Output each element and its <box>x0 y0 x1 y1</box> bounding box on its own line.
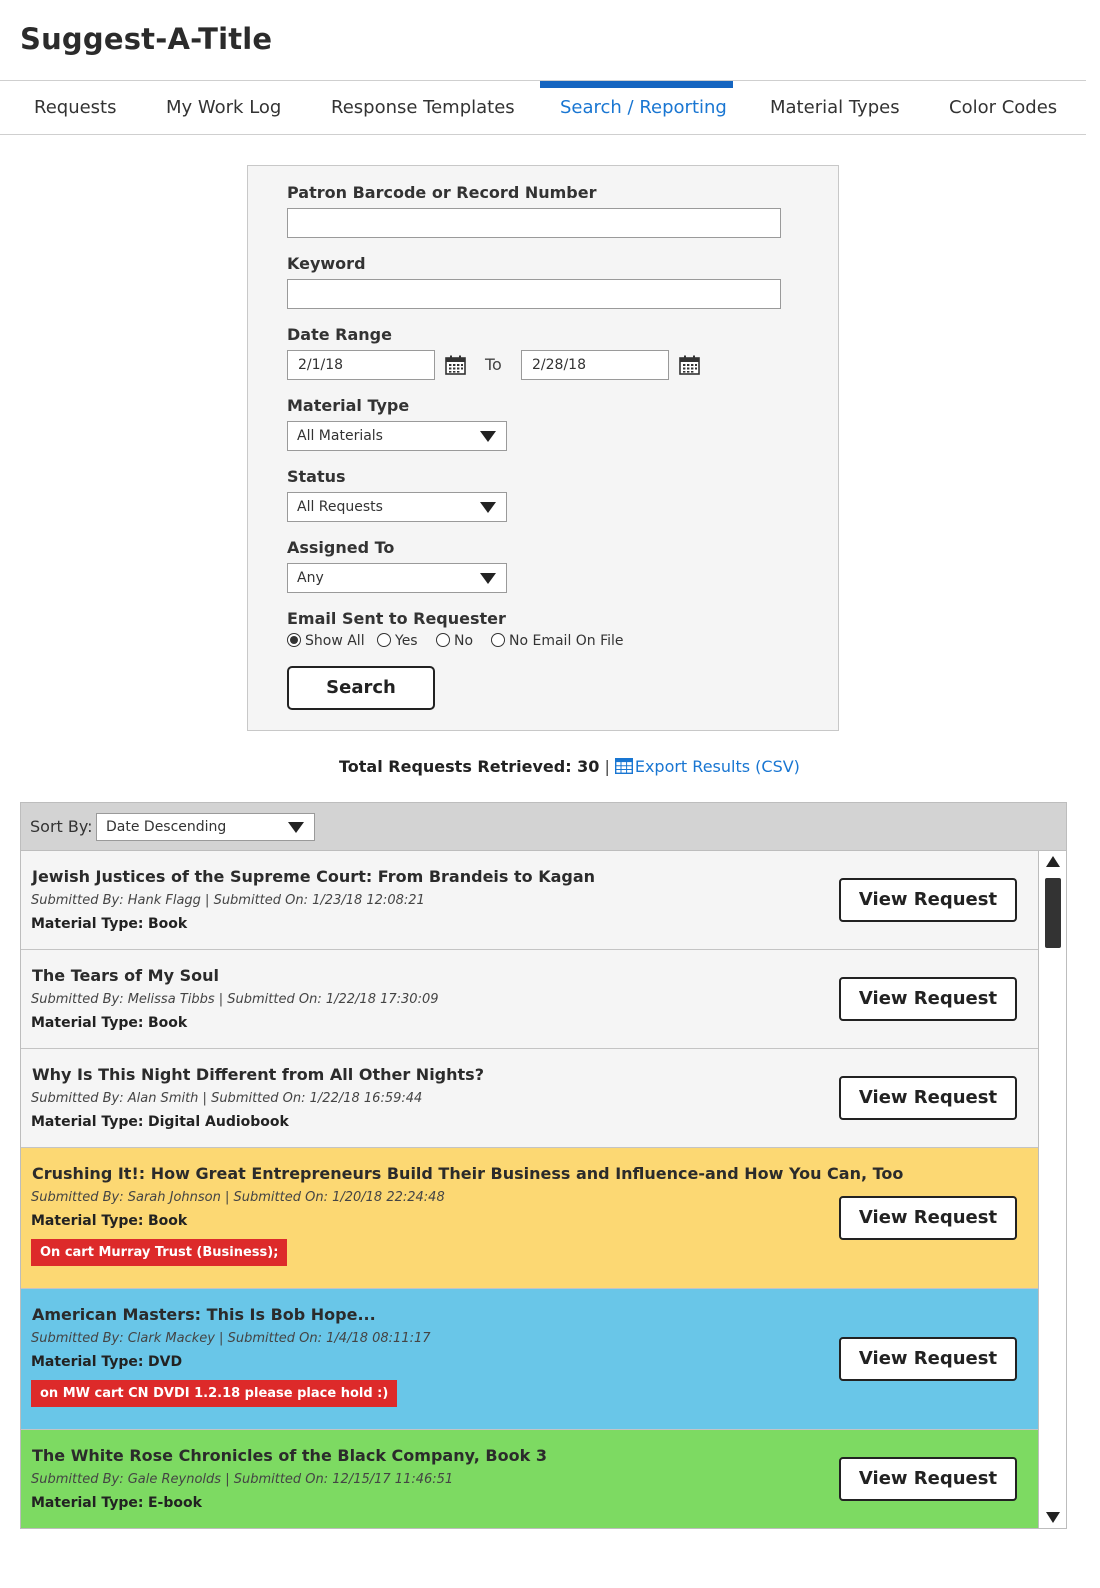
search-button[interactable]: Search <box>287 666 435 710</box>
radio-no-email-on-file[interactable]: No Email On File <box>491 632 624 650</box>
material-type-select[interactable] <box>287 421 507 451</box>
patron-label: Patron Barcode or Record Number <box>287 183 597 202</box>
result-row <box>21 1430 1038 1528</box>
result-row <box>21 1049 1038 1148</box>
date-to-label: To <box>485 355 502 374</box>
view-request-button[interactable]: View Request <box>839 1076 1017 1120</box>
material-type-value: Book <box>147 1213 188 1229</box>
chevron-down-icon <box>480 431 496 442</box>
staff-note-badge: On cart Murray Trust (Business); <box>31 1239 287 1266</box>
result-row <box>21 1289 1038 1430</box>
tab-search-reporting[interactable]: Search / Reporting <box>560 97 727 118</box>
result-row <box>21 851 1038 950</box>
sort-by-value: Date Descending <box>106 819 227 835</box>
material-type-value: All Materials <box>297 428 383 444</box>
material-type-line <box>31 1213 187 1229</box>
total-requests-count: Total Requests Retrieved: 30 <box>339 757 600 776</box>
material-type-line <box>31 1015 187 1031</box>
material-type-value: DVD <box>147 1354 183 1370</box>
keyword-label: Keyword <box>287 254 366 273</box>
tab-color-codes[interactable]: Color Codes <box>949 97 1058 118</box>
sort-by-label: Sort By: <box>30 817 93 836</box>
request-title: Jewish Justices of the Supreme Court: From Brandeis to Kagan <box>32 867 596 886</box>
request-meta: Submitted By: Gale Reynolds | Submitted On: 12/15/17 11:46:51 <box>31 1472 454 1487</box>
results-summary <box>339 757 800 776</box>
request-title: The White Rose Chronicles of the Black Company, Book 3 <box>32 1446 547 1465</box>
request-title: Why Is This Night Different from All Other Nights? <box>32 1065 484 1084</box>
radio-show-all[interactable]: Show All <box>287 632 365 650</box>
material-type-value: Digital Audiobook <box>147 1114 289 1130</box>
material-type-key: Material Type: <box>31 916 144 932</box>
material-type-line <box>31 1495 202 1511</box>
tab-response-templates[interactable]: Response Templates <box>331 97 515 118</box>
export-csv-label: Export Results (CSV) <box>634 757 800 776</box>
material-type-key: Material Type: <box>31 1015 144 1031</box>
patron-input[interactable] <box>287 208 781 238</box>
assigned-to-value: Any <box>297 570 324 586</box>
material-type-line <box>31 1354 182 1370</box>
view-request-button[interactable]: View Request <box>839 878 1017 922</box>
results-panel <box>20 802 1067 1529</box>
material-type-key: Material Type: <box>31 1354 144 1370</box>
request-meta: Submitted By: Clark Mackey | Submitted On: 1/4/18 08:11:17 <box>31 1331 431 1346</box>
request-meta: Submitted By: Hank Flagg | Submitted On: 1/23/18 12:08:21 <box>31 893 425 908</box>
status-select[interactable] <box>287 492 507 522</box>
view-request-button[interactable]: View Request <box>839 1196 1017 1240</box>
radio-yes[interactable]: Yes <box>377 632 418 650</box>
scroll-down-arrow-icon[interactable] <box>1046 1512 1060 1523</box>
keyword-input[interactable] <box>287 279 781 309</box>
material-type-line <box>31 916 187 932</box>
material-type-label: Material Type <box>287 396 410 415</box>
chevron-down-icon <box>480 573 496 584</box>
material-type-key: Material Type: <box>31 1114 144 1130</box>
material-type-key: Material Type: <box>31 1213 144 1229</box>
view-request-button[interactable]: View Request <box>839 1337 1017 1381</box>
material-type-value: E-book <box>147 1495 202 1511</box>
tab-my-work-log[interactable]: My Work Log <box>166 97 282 118</box>
result-row <box>21 950 1038 1049</box>
status-label: Status <box>287 467 346 486</box>
scroll-up-arrow-icon[interactable] <box>1046 856 1060 867</box>
email-sent-label: Email Sent to Requester <box>287 609 506 628</box>
material-type-key: Material Type: <box>31 1495 144 1511</box>
result-row <box>21 1148 1038 1289</box>
sort-bar <box>21 803 1066 851</box>
radio-selected-icon <box>287 633 301 647</box>
date-to-input[interactable] <box>521 350 669 380</box>
status-value: All Requests <box>297 499 383 515</box>
assigned-to-label: Assigned To <box>287 538 395 557</box>
chevron-down-icon <box>288 822 304 833</box>
request-title: American Masters: This Is Bob Hope... <box>32 1305 376 1324</box>
radio-unselected-icon <box>491 633 505 647</box>
staff-note-badge: on MW cart CN DVDI 1.2.18 please place hold :) <box>31 1380 397 1407</box>
date-from-input[interactable] <box>287 350 435 380</box>
export-csv-link[interactable] <box>615 757 800 776</box>
request-title: The Tears of My Soul <box>32 966 219 985</box>
summary-separator: | <box>604 757 610 776</box>
radio-unselected-icon <box>377 633 391 647</box>
calendar-icon[interactable] <box>445 355 466 375</box>
tab-material-types[interactable]: Material Types <box>770 97 900 118</box>
results-list <box>21 851 1038 1528</box>
material-type-value: Book <box>147 1015 188 1031</box>
radio-no[interactable]: No <box>436 632 473 650</box>
tab-bar <box>0 80 1086 135</box>
calendar-icon[interactable] <box>679 355 700 375</box>
app-title: Suggest-A-Title <box>20 22 273 56</box>
request-meta: Submitted By: Melissa Tibbs | Submitted On: 1/22/18 17:30:09 <box>31 992 439 1007</box>
tab-requests[interactable]: Requests <box>34 97 117 118</box>
chevron-down-icon <box>480 502 496 513</box>
search-form-panel <box>247 165 839 731</box>
material-type-line <box>31 1114 289 1130</box>
radio-unselected-icon <box>436 633 450 647</box>
scroll-thumb[interactable] <box>1045 878 1061 948</box>
view-request-button[interactable]: View Request <box>839 977 1017 1021</box>
material-type-value: Book <box>147 916 188 932</box>
spreadsheet-icon <box>615 758 633 774</box>
date-range-label: Date Range <box>287 325 392 344</box>
request-meta: Submitted By: Alan Smith | Submitted On: 1/22/18 16:59:44 <box>31 1091 423 1106</box>
view-request-button[interactable]: View Request <box>839 1457 1017 1501</box>
request-title: Crushing It!: How Great Entrepreneurs Build Their Business and Influence-and How You Can, Too <box>32 1164 904 1183</box>
assigned-to-select[interactable] <box>287 563 507 593</box>
request-meta: Submitted By: Sarah Johnson | Submitted On: 1/20/18 22:24:48 <box>31 1190 445 1205</box>
results-scrollbar[interactable] <box>1038 851 1066 1528</box>
sort-by-select[interactable] <box>96 813 315 841</box>
